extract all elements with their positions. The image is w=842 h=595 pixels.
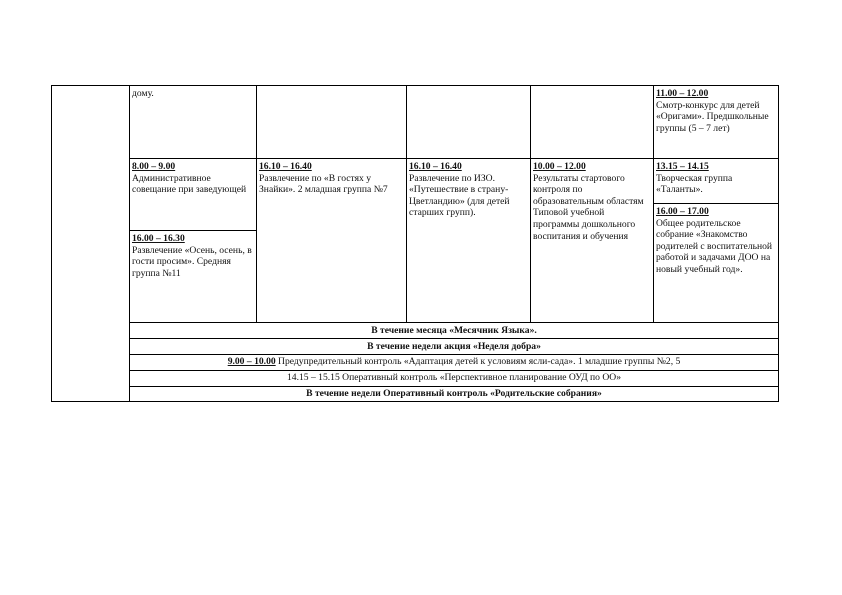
row2-day2b-cell	[129, 231, 256, 323]
row2-day5-time: 10.00 – 12.00	[533, 161, 586, 172]
grid-line	[129, 354, 779, 355]
row1-day2-text: дому.	[132, 88, 154, 99]
grid-line	[129, 338, 779, 339]
row1-day6-text: Смотр-конкурс для детей «Оригами». Предшкольные группы (5 – 7 лет)	[656, 99, 769, 134]
row2-day6-cell	[653, 159, 779, 203]
row2-day5-cell	[530, 159, 653, 323]
grid-line	[51, 85, 52, 401]
grid-line	[530, 85, 531, 323]
row1-day6-time: 11.00 – 12.00	[656, 88, 709, 99]
row2-day6-text: Творческая группа «Таланты».	[656, 172, 733, 196]
row2-day2-cell	[129, 159, 256, 231]
bar-control1	[129, 354, 779, 369]
row2-day2-text: Административное совещание при заведующей	[132, 172, 247, 196]
row1-day2-cell	[129, 86, 256, 158]
row2-day6b-cell	[653, 204, 779, 323]
grid-line	[129, 230, 256, 231]
row2-day2b-time: 16.00 – 16.30	[132, 233, 185, 244]
row2-day4-time: 16.10 – 16.40	[409, 161, 462, 172]
row2-day6b-time: 16.00 – 17.00	[656, 206, 709, 217]
grid-line	[653, 203, 779, 204]
row2-day4-text: Развлечение по ИЗО. «Путешествие в страну- Цветландию» (для детей старших групп).	[409, 172, 510, 219]
bar-week-parents: В течение недели Оперативный контроль «Родительские собрания»	[306, 388, 602, 399]
row1-day6-cell	[653, 86, 779, 158]
row2-day3-time: 16.10 – 16.40	[259, 161, 312, 172]
row2-day3-cell	[256, 159, 406, 323]
bar-control1-time: 9.00 – 10.00	[227, 356, 276, 367]
grid-line	[256, 85, 257, 323]
grid-line	[129, 322, 779, 323]
row2-day2-time: 8.00 – 9.00	[132, 161, 176, 172]
row2-day5-text: Результаты стартового контроля по образовательным областям Типовой учебной программы дошкольного воспитания и обучения	[533, 172, 644, 242]
grid-line	[406, 85, 407, 323]
bar-month: В течение месяца «Месячник Языка».	[371, 325, 537, 336]
bar-week-action: В течение недели акция «Неделя добра»	[367, 341, 541, 352]
grid-line	[129, 386, 779, 387]
row2-day6b-text: Общее родительское собрание «Знакомство родителей с воспитательной работой и задачами ДОО на новый учебный год».	[656, 217, 773, 275]
row2-day3-text: Развлечение по «В гостях у Знайки». 2 младшая группа №7	[259, 172, 388, 196]
grid-line	[51, 85, 779, 86]
grid-line	[653, 85, 654, 323]
row2-day4-cell	[406, 159, 530, 323]
row2-day6-time: 13.15 – 14.15	[656, 161, 709, 172]
row2-day2b-text: Развлечение «Осень, осень, в гости просим». Средняя группа №11	[132, 244, 252, 279]
grid-line	[129, 158, 779, 159]
bar-control2: 14.15 – 15.15 Оперативный контроль «Перспективное планирование ОУД по ОО»	[287, 372, 621, 383]
grid-line	[129, 370, 779, 371]
grid-line	[51, 401, 779, 402]
bar-control1-text: Предупредительный контроль «Адаптация детей к условиям ясли-сада». 1 младшие группы №2, 5	[275, 356, 681, 367]
